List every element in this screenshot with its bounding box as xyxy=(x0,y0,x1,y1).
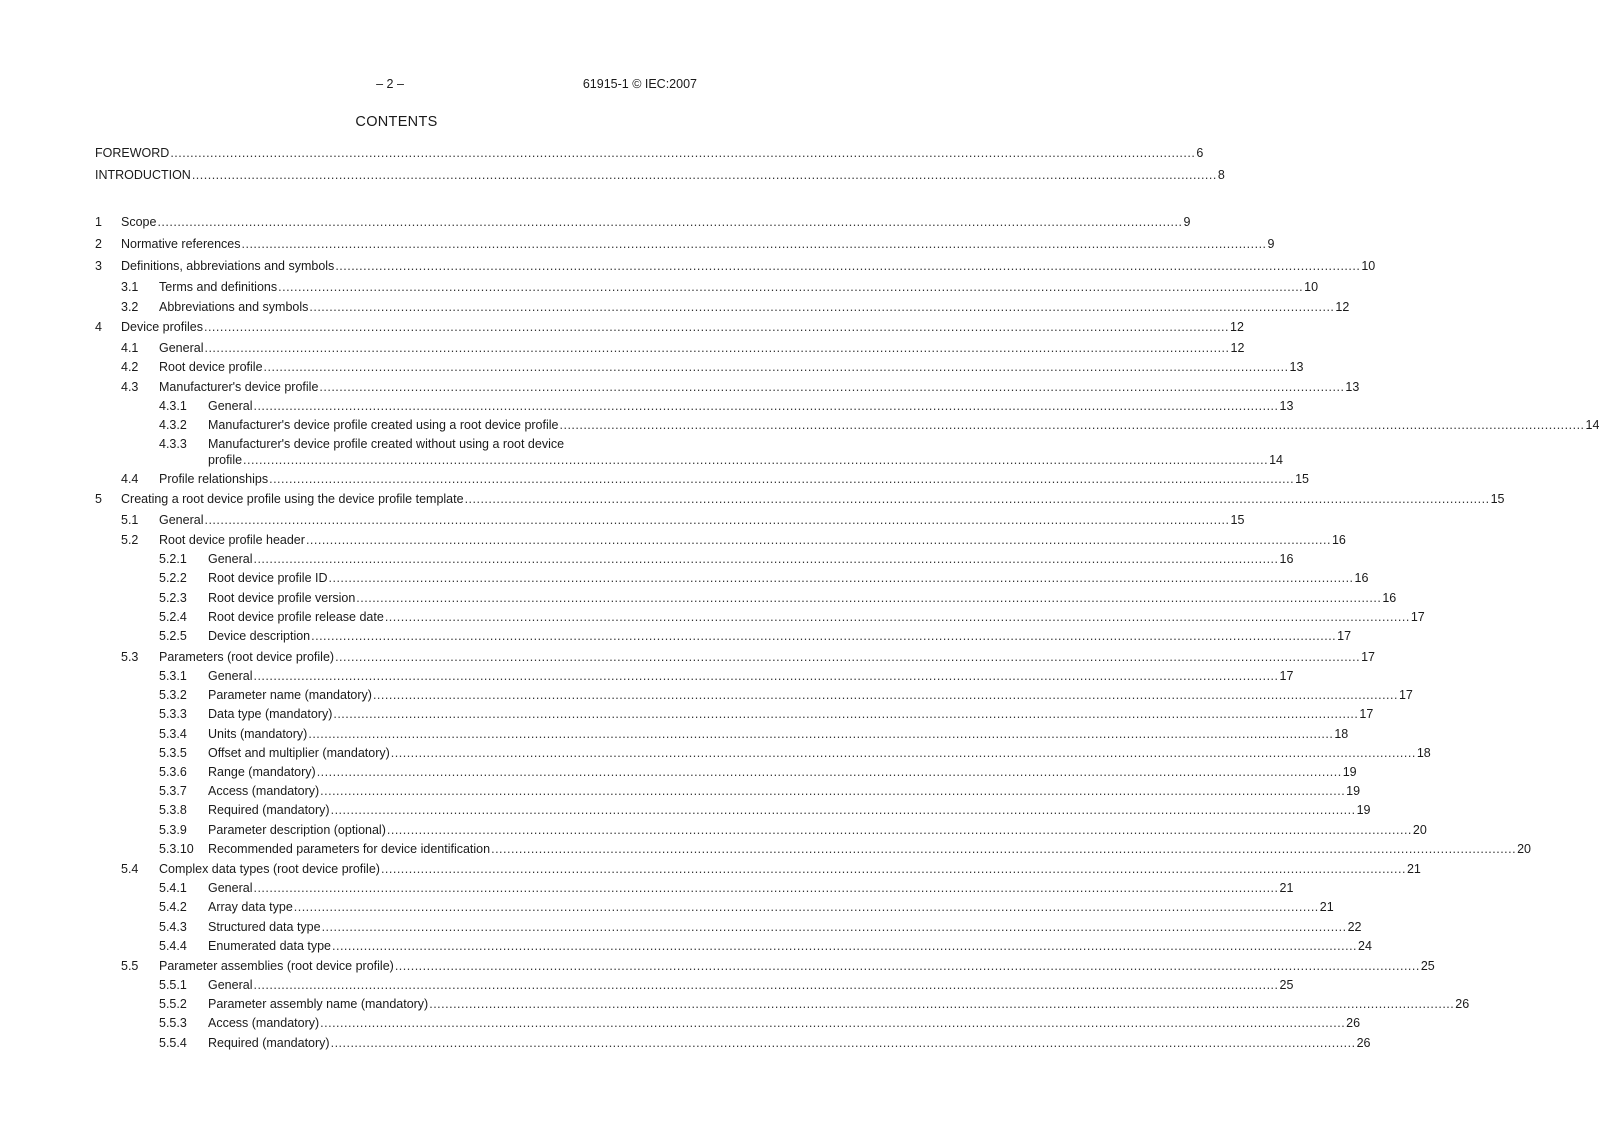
toc-entry-page: 26 xyxy=(1455,997,1470,1011)
toc-entry-page: 16 xyxy=(1354,571,1369,585)
toc-entry-title: General xyxy=(208,978,253,992)
toc-entry-4-3-3[interactable] xyxy=(95,435,1283,469)
toc-entry-page: 8 xyxy=(1217,168,1225,182)
toc-entry-5-2-4[interactable] xyxy=(95,608,1425,626)
toc-entry-5-3-5[interactable] xyxy=(95,744,1431,762)
toc-leader-dots: .................................................................................................................................................................................................................................................................. xyxy=(309,300,1335,314)
toc-entry-page: 20 xyxy=(1517,842,1532,856)
toc-entry-4[interactable] xyxy=(95,318,1244,336)
toc-leader-dots: .................................................................................................................................................................................................................................................................. xyxy=(311,629,1337,643)
toc-entry-5[interactable] xyxy=(95,490,1505,508)
toc-entry-title: General xyxy=(159,513,204,527)
toc-entry-number: 5.1 xyxy=(121,513,139,527)
toc-entry-5-4-2[interactable] xyxy=(95,898,1334,916)
toc-entry-number: 5.5.2 xyxy=(159,997,187,1011)
toc-entry-5-2-3[interactable] xyxy=(95,589,1397,607)
toc-entry-page: 22 xyxy=(1347,920,1362,934)
toc-entry-number: 5.2 xyxy=(121,533,139,547)
toc-entry-title: Structured data type xyxy=(208,920,321,934)
toc-entry-title: Range (mandatory) xyxy=(208,765,316,779)
toc-entry-page: 25 xyxy=(1279,978,1294,992)
toc-entry-5-2-5[interactable] xyxy=(95,627,1352,645)
toc-entry-title: Required (mandatory) xyxy=(208,803,330,817)
toc-entry-page: 16 xyxy=(1382,591,1397,605)
toc-entry-page: 15 xyxy=(1490,492,1505,506)
toc-leader-dots: .................................................................................................................................................................................................................................................................. xyxy=(263,360,1289,374)
toc-entry-page: 17 xyxy=(1398,688,1413,702)
toc-entry-title: Profile relationships xyxy=(159,472,269,486)
toc-entry-number: 4.3.2 xyxy=(159,418,187,432)
toc-entry-page: 6 xyxy=(1196,146,1204,160)
toc-entry-title: Array data type xyxy=(208,900,293,914)
toc-leader-dots: .................................................................................................................................................................................................................................................................. xyxy=(203,320,1229,334)
toc-entry-page: 16 xyxy=(1331,533,1346,547)
toc-entry-5-3-8[interactable] xyxy=(95,801,1371,819)
toc-leader-dots: .................................................................................................................................................................................................................................................................. xyxy=(305,533,1331,547)
toc-leader-dots: .................................................................................................................................................................................................................................................................. xyxy=(333,707,1359,721)
toc-entry-2[interactable] xyxy=(95,235,1275,253)
toc-entry-title: Required (mandatory) xyxy=(208,1036,330,1050)
toc-entry-title: Definitions, abbreviations and symbols xyxy=(121,259,335,273)
toc-entry-number: 4 xyxy=(95,320,102,334)
toc-entry-page: 24 xyxy=(1358,939,1372,953)
toc-entry-title: profile xyxy=(208,453,243,467)
toc-entry-page: 9 xyxy=(1267,237,1275,251)
toc-entry-page: 17 xyxy=(1361,650,1375,664)
toc-entry-number: 5.5.4 xyxy=(159,1036,187,1050)
toc-leader-dots: .................................................................................................................................................................................................................................................................. xyxy=(335,259,1361,273)
toc-entry-number: 5.3.7 xyxy=(159,784,187,798)
toc-entry-page: 17 xyxy=(1359,707,1374,721)
toc-entry-title: General xyxy=(208,552,253,566)
toc-leader-dots: .................................................................................................................................................................................................................................................................. xyxy=(253,552,1279,566)
toc-entry-5-5-1[interactable] xyxy=(95,976,1294,994)
toc-entry-number: 5.5.3 xyxy=(159,1016,187,1030)
toc-entry-title: Units (mandatory) xyxy=(208,727,308,741)
toc-entry-title: Offset and multiplier (mandatory) xyxy=(208,746,390,760)
toc-entry-number: 5.2.5 xyxy=(159,629,187,643)
toc-entry-number: 1 xyxy=(95,215,102,229)
toc-entry-title: INTRODUCTION xyxy=(95,168,191,182)
toc-leader-dots: .................................................................................................................................................................................................................................................................. xyxy=(253,978,1279,992)
toc-entry-number: 4.1 xyxy=(121,341,139,355)
toc-leader-dots: .................................................................................................................................................................................................................................................................. xyxy=(429,997,1455,1011)
toc-entry-5-3-6[interactable] xyxy=(95,763,1357,781)
toc-entry-number: 5.2.4 xyxy=(159,610,187,624)
toc-entry-5-3-7[interactable] xyxy=(95,782,1361,800)
toc-entry-number: 5.3.8 xyxy=(159,803,187,817)
toc-entry-number: 5.3.1 xyxy=(159,669,187,683)
toc-entry-5-1[interactable] xyxy=(95,511,1245,529)
toc-entry-title: Root device profile ID xyxy=(208,571,328,585)
toc-entry-title: Root device profile release date xyxy=(208,610,384,624)
toc-entry-page: 17 xyxy=(1337,629,1352,643)
toc-leader-dots: .................................................................................................................................................................................................................................................................. xyxy=(319,380,1345,394)
toc-entry-page: 10 xyxy=(1304,280,1319,294)
toc-entry-page: 18 xyxy=(1416,746,1431,760)
toc-entry-3-2[interactable] xyxy=(95,298,1350,316)
toc-entry-title: Parameters (root device profile) xyxy=(159,650,335,664)
toc-entry-title: Parameter assembly name (mandatory) xyxy=(208,997,429,1011)
toc-entry-5-3-3[interactable] xyxy=(95,705,1374,723)
toc-entry-title: Access (mandatory) xyxy=(208,1016,320,1030)
toc-entry-page: 21 xyxy=(1319,900,1334,914)
toc-leader-dots: .................................................................................................................................................................................................................................................................. xyxy=(559,418,1585,432)
toc-entry-page: 21 xyxy=(1406,862,1421,876)
toc-entry-title: Device profiles xyxy=(121,320,203,334)
toc-entry-introduction[interactable] xyxy=(95,166,1225,184)
toc-entry-page: 19 xyxy=(1346,784,1361,798)
toc-entry-number: 5.5 xyxy=(121,959,139,973)
toc-leader-dots: .................................................................................................................................................................................................................................................................. xyxy=(253,399,1279,413)
toc-leader-dots: .................................................................................................................................................................................................................................................................. xyxy=(372,688,1398,702)
toc-leader-dots: .................................................................................................................................................................................................................................................................. xyxy=(157,215,1183,229)
toc-leader-dots: .................................................................................................................................................................................................................................................................. xyxy=(330,1036,1356,1050)
toc-entry-page: 19 xyxy=(1356,803,1371,817)
toc-entry-title: Normative references xyxy=(121,237,241,251)
toc-entry-number: 4.3.1 xyxy=(159,399,187,413)
toc-entry-title: Access (mandatory) xyxy=(208,784,320,798)
toc-entry-title-line1: Manufacturer's device profile created without using a root device xyxy=(208,437,565,451)
toc-entry-number: 5 xyxy=(95,492,102,506)
toc-entry-page: 10 xyxy=(1361,259,1376,273)
toc-entry-title: Data type (mandatory) xyxy=(208,707,333,721)
toc-entry-5-3-10[interactable] xyxy=(95,840,1532,858)
toc-entry-3-1[interactable] xyxy=(95,278,1319,296)
toc-entry-4-3[interactable] xyxy=(95,378,1360,396)
toc-entry-page: 21 xyxy=(1279,881,1294,895)
toc-entry-number: 3 xyxy=(95,259,102,273)
toc-entry-number: 4.2 xyxy=(121,360,139,374)
toc-entry-number: 5.5.1 xyxy=(159,978,187,992)
toc-entry-number: 5.3.5 xyxy=(159,746,187,760)
toc-entry-title: FOREWORD xyxy=(95,146,170,160)
toc-entry-number: 4.3 xyxy=(121,380,139,394)
toc-entry-number: 5.3.3 xyxy=(159,707,187,721)
toc-entry-5-5-3[interactable] xyxy=(95,1014,1361,1032)
toc-entry-5-5[interactable] xyxy=(95,957,1435,975)
toc-leader-dots: .................................................................................................................................................................................................................................................................. xyxy=(204,513,1230,527)
toc-entry-page: 18 xyxy=(1334,727,1349,741)
toc-entry-number: 2 xyxy=(95,237,102,251)
toc-entry-title: General xyxy=(208,399,253,413)
toc-leader-dots: .................................................................................................................................................................................................................................................................. xyxy=(293,900,1319,914)
toc-entry-foreword[interactable] xyxy=(95,144,1204,162)
toc-entry-page: 9 xyxy=(1183,215,1191,229)
toc-entry-5-5-4[interactable] xyxy=(95,1034,1371,1052)
toc-entry-number: 3.1 xyxy=(121,280,139,294)
toc-entry-5-3-2[interactable] xyxy=(95,686,1413,704)
toc-entry-4-4[interactable] xyxy=(95,470,1310,488)
toc-entry-1[interactable] xyxy=(95,213,1191,231)
toc-leader-dots: .................................................................................................................................................................................................................................................................. xyxy=(204,341,1230,355)
standard-reference-header: 61915-1 © IEC:2007 xyxy=(582,77,697,91)
toc-entry-4-3-2[interactable] xyxy=(95,416,1599,434)
toc-leader-dots: .................................................................................................................................................................................................................................................................. xyxy=(328,571,1354,585)
page-number-header: – 2 – xyxy=(376,77,404,91)
toc-entry-title: Creating a root device profile using the device profile template xyxy=(121,492,464,506)
toc-entry-page: 13 xyxy=(1345,380,1360,394)
toc-entry-number: 5.4.2 xyxy=(159,900,187,914)
toc-entry-number: 5.4.4 xyxy=(159,939,187,953)
toc-entry-title: General xyxy=(159,341,204,355)
toc-leader-dots: .................................................................................................................................................................................................................................................................. xyxy=(320,1016,1346,1030)
toc-entry-5-4[interactable] xyxy=(95,860,1421,878)
toc-entry-3[interactable] xyxy=(95,257,1376,275)
toc-entry-title: Parameter name (mandatory) xyxy=(208,688,372,702)
toc-leader-dots: .................................................................................................................................................................................................................................................................. xyxy=(394,959,1420,973)
toc-entry-page: 13 xyxy=(1279,399,1294,413)
toc-entry-4-2[interactable] xyxy=(95,358,1304,376)
toc-entry-title: General xyxy=(208,881,253,895)
toc-leader-dots: .................................................................................................................................................................................................................................................................. xyxy=(243,453,1269,467)
toc-entry-4-1[interactable] xyxy=(95,339,1245,357)
toc-entry-5-3[interactable] xyxy=(95,648,1375,666)
toc-entry-5-2-2[interactable] xyxy=(95,569,1369,587)
toc-entry-page: 13 xyxy=(1289,360,1304,374)
toc-leader-dots: .................................................................................................................................................................................................................................................................. xyxy=(390,746,1416,760)
toc-entry-5-3-4[interactable] xyxy=(95,725,1349,743)
toc-entry-page: 12 xyxy=(1335,300,1350,314)
toc-entry-5-5-2[interactable] xyxy=(95,995,1470,1013)
toc-entry-title: Manufacturer's device profile xyxy=(159,380,319,394)
toc-entry-number: 5.4 xyxy=(121,862,139,876)
toc-entry-page: 12 xyxy=(1230,320,1244,334)
toc-entry-page: 14 xyxy=(1585,418,1599,432)
toc-leader-dots: .................................................................................................................................................................................................................................................................. xyxy=(316,765,1342,779)
toc-entry-page: 19 xyxy=(1342,765,1357,779)
toc-leader-dots: .................................................................................................................................................................................................................................................................. xyxy=(491,842,1517,856)
toc-entry-title: Terms and definitions xyxy=(159,280,278,294)
toc-entry-number: 5.3.2 xyxy=(159,688,187,702)
toc-leader-dots: .................................................................................................................................................................................................................................................................. xyxy=(320,784,1346,798)
toc-entry-5-4-1[interactable] xyxy=(95,879,1294,897)
toc-entry-page: 17 xyxy=(1410,610,1425,624)
toc-entry-page: 15 xyxy=(1295,472,1310,486)
toc-entry-page: 17 xyxy=(1279,669,1294,683)
toc-entry-5-3-1[interactable] xyxy=(95,667,1294,685)
toc-leader-dots: .................................................................................................................................................................................................................................................................. xyxy=(380,862,1406,876)
toc-entry-page: 20 xyxy=(1412,823,1427,837)
toc-entry-title: Abbreviations and symbols xyxy=(159,300,309,314)
toc-leader-dots: .................................................................................................................................................................................................................................................................. xyxy=(321,920,1347,934)
toc-entry-title: Enumerated data type xyxy=(208,939,331,953)
toc-leader-dots: .................................................................................................................................................................................................................................................................. xyxy=(386,823,1412,837)
toc-entry-page: 26 xyxy=(1356,1036,1371,1050)
toc-entry-page: 16 xyxy=(1279,552,1294,566)
toc-entry-number: 5.3.4 xyxy=(159,727,187,741)
toc-entry-5-2[interactable] xyxy=(95,531,1346,549)
toc-leader-dots: .................................................................................................................................................................................................................................................................. xyxy=(308,727,1334,741)
toc-entry-number: 5.3.10 xyxy=(159,842,194,856)
toc-entry-page: 26 xyxy=(1346,1016,1361,1030)
toc-entry-number: 5.2.2 xyxy=(159,571,187,585)
toc-entry-title: Root device profile version xyxy=(208,591,356,605)
toc-entry-title: Complex data types (root device profile) xyxy=(159,862,380,876)
toc-entry-number: 5.3 xyxy=(121,650,139,664)
toc-leader-dots: .................................................................................................................................................................................................................................................................. xyxy=(335,650,1361,664)
toc-entry-title: Scope xyxy=(121,215,157,229)
toc-entry-number: 5.4.1 xyxy=(159,881,187,895)
toc-leader-dots: .................................................................................................................................................................................................................................................................. xyxy=(241,237,1267,251)
toc-entry-title: Recommended parameters for device identification xyxy=(208,842,491,856)
toc-entry-page: 12 xyxy=(1230,341,1245,355)
toc-leader-dots: .................................................................................................................................................................................................................................................................. xyxy=(170,146,1196,160)
toc-entry-page: 15 xyxy=(1230,513,1245,527)
toc-entry-title: Root device profile header xyxy=(159,533,305,547)
toc-entry-number: 5.3.9 xyxy=(159,823,187,837)
toc-entry-title: Device description xyxy=(208,629,311,643)
toc-entry-number: 4.3.3 xyxy=(159,437,187,451)
toc-entry-title: Parameter assemblies (root device profile) xyxy=(159,959,394,973)
toc-leader-dots: .................................................................................................................................................................................................................................................................. xyxy=(278,280,1304,294)
toc-leader-dots: .................................................................................................................................................................................................................................................................. xyxy=(356,591,1382,605)
toc-entry-title: Root device profile xyxy=(159,360,263,374)
toc-entry-5-4-3[interactable] xyxy=(95,918,1362,936)
toc-entry-page: 25 xyxy=(1420,959,1435,973)
toc-leader-dots: .................................................................................................................................................................................................................................................................. xyxy=(384,610,1410,624)
toc-entry-title: General xyxy=(208,669,253,683)
toc-entry-title: Manufacturer's device profile created using a root device profile xyxy=(208,418,559,432)
toc-entry-5-4-4[interactable] xyxy=(95,937,1372,955)
toc-entry-number: 5.4.3 xyxy=(159,920,187,934)
toc-leader-dots: .................................................................................................................................................................................................................................................................. xyxy=(253,881,1279,895)
toc-entry-number: 4.4 xyxy=(121,472,139,486)
toc-entry-title: Parameter description (optional) xyxy=(208,823,386,837)
page-title: CONTENTS xyxy=(355,114,438,130)
toc-entry-number: 3.2 xyxy=(121,300,139,314)
toc-leader-dots: .................................................................................................................................................................................................................................................................. xyxy=(253,669,1279,683)
toc-leader-dots: .................................................................................................................................................................................................................................................................. xyxy=(269,472,1295,486)
toc-leader-dots: .................................................................................................................................................................................................................................................................. xyxy=(332,939,1358,953)
toc-entry-5-3-9[interactable] xyxy=(95,821,1427,839)
toc-entry-4-3-1[interactable] xyxy=(95,397,1294,415)
toc-entry-page: 14 xyxy=(1269,453,1283,467)
toc-leader-dots: .................................................................................................................................................................................................................................................................. xyxy=(330,803,1356,817)
toc-entry-number: 5.3.6 xyxy=(159,765,187,779)
toc-leader-dots: .................................................................................................................................................................................................................................................................. xyxy=(191,168,1217,182)
toc-entry-number: 5.2.3 xyxy=(159,591,187,605)
toc-leader-dots: .................................................................................................................................................................................................................................................................. xyxy=(464,492,1490,506)
toc-entry-5-2-1[interactable] xyxy=(95,550,1294,568)
toc-entry-number: 5.2.1 xyxy=(159,552,187,566)
